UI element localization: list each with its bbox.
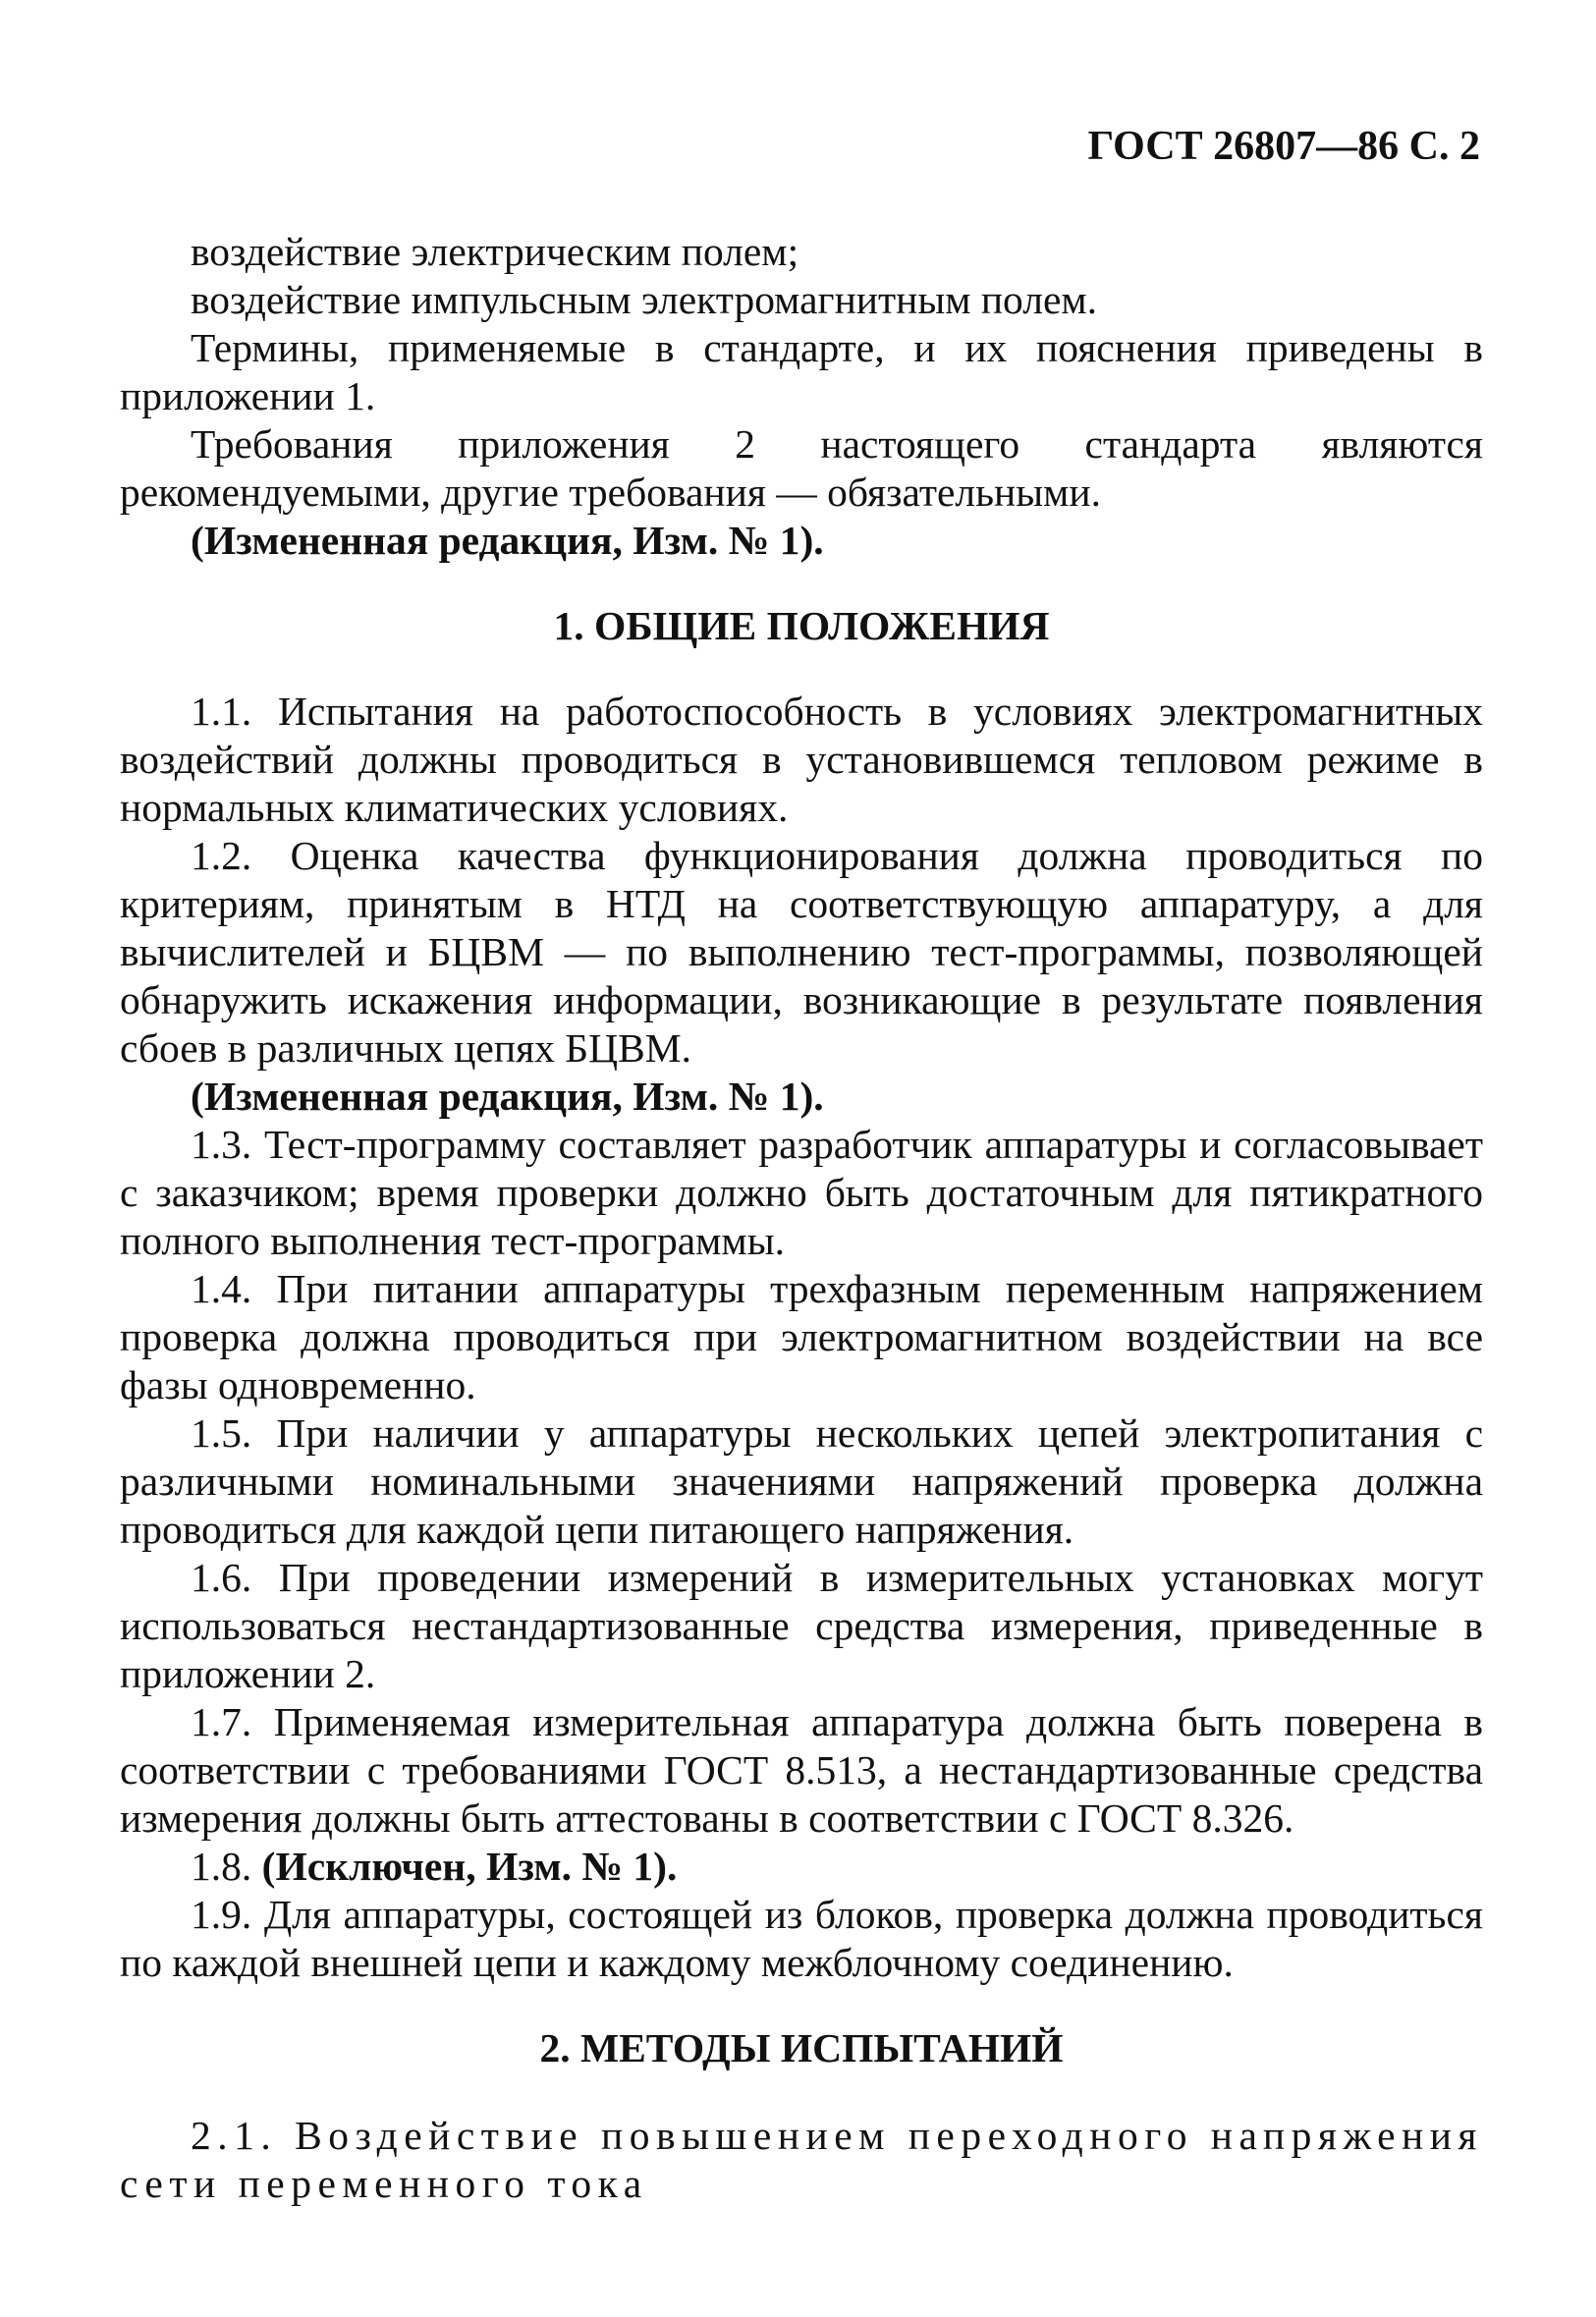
clause-1-9: 1.9. Для аппаратуры, состоящей из блоков, проверка должна проводиться по каждой внешней цепи и каждому межблочному соединению. — [120, 1892, 1483, 1985]
clause-2-1: 2.1. Воздействие повышением переходного напряжения сети переменного тока — [120, 2113, 1483, 2206]
clause-1-5: 1.5. При наличии у аппаратуры нескольких цепей электропитания с различными номинальными значениями напряжений проверка должна проводиться для каждой цепи питающего напряжения. — [120, 1410, 1483, 1552]
document-body — [120, 228, 1483, 2208]
clause-1-3: 1.3. Тест-программу составляет разработчик аппаратуры и согласовывает с заказчиком; время проверки должно быть достаточным для пятикратного полного выполнения тест-программы. — [120, 1122, 1483, 1263]
clause-1-7: 1.7. Применяемая измерительная аппаратура должна быть поверена в соответствии с требованиями ГОСТ 8.513, а нестандартизованные средства измерения должны быть аттестованы в соответствии с ГОСТ 8.326. — [120, 1699, 1483, 1841]
clause-1-6: 1.6. При проведении измерений в измерительных установках могут использоваться нестандартизованные средства измерения, приведенные в приложении 2. — [120, 1555, 1483, 1696]
list-item: воздействие электрическим полем; — [191, 229, 799, 274]
clause-1-1: 1.1. Испытания на работоспособность в условиях электромагнитных воздействий должны проводиться в установившемся тепловом режиме в нормальных климатических условиях. — [120, 689, 1483, 830]
clause-1-4: 1.4. При питании аппаратуры трехфазным переменным напряжением проверка должна проводиться при электромагнитном воздействии на все фазы одновременно. — [120, 1266, 1483, 1407]
page-header: ГОСТ 26807—86 С. 2 — [1087, 124, 1480, 169]
paragraph-terms: Термины, применяемые в стандарте, и их пояснения приведены в приложении 1. — [120, 325, 1483, 418]
clause-1-8 — [120, 1843, 1483, 1891]
section-1-title: 1. ОБЩИЕ ПОЛОЖЕНИЯ — [553, 603, 1050, 648]
clause-1-2: 1.2. Оценка качества функционирования должна проводиться по критериям, принятым в НТД на соответствующую аппаратуру, а для вычислителей и БЦВМ — по выполнению тест-программы, позволяющей обнаружить искажения информации, возникающие в результате появления сбоев в различных цепях БЦВМ. — [120, 833, 1483, 1071]
paragraph-requirements: Требования приложения 2 настоящего стандарта являются рекомендуемыми, другие требования — обязательными. — [120, 421, 1483, 515]
amendment-note: (Измененная редакция, Изм. № 1). — [191, 1074, 824, 1119]
clause-number: 1.8. — [191, 1844, 252, 1889]
list-item: воздействие импульсным электромагнитным полем. — [191, 277, 1098, 322]
excluded-note: (Исключен, Изм. № 1). — [261, 1844, 678, 1889]
section-2-title: 2. МЕТОДЫ ИСПЫТАНИЙ — [539, 2025, 1064, 2070]
amendment-note: (Измененная редакция, Изм. № 1). — [191, 518, 824, 563]
